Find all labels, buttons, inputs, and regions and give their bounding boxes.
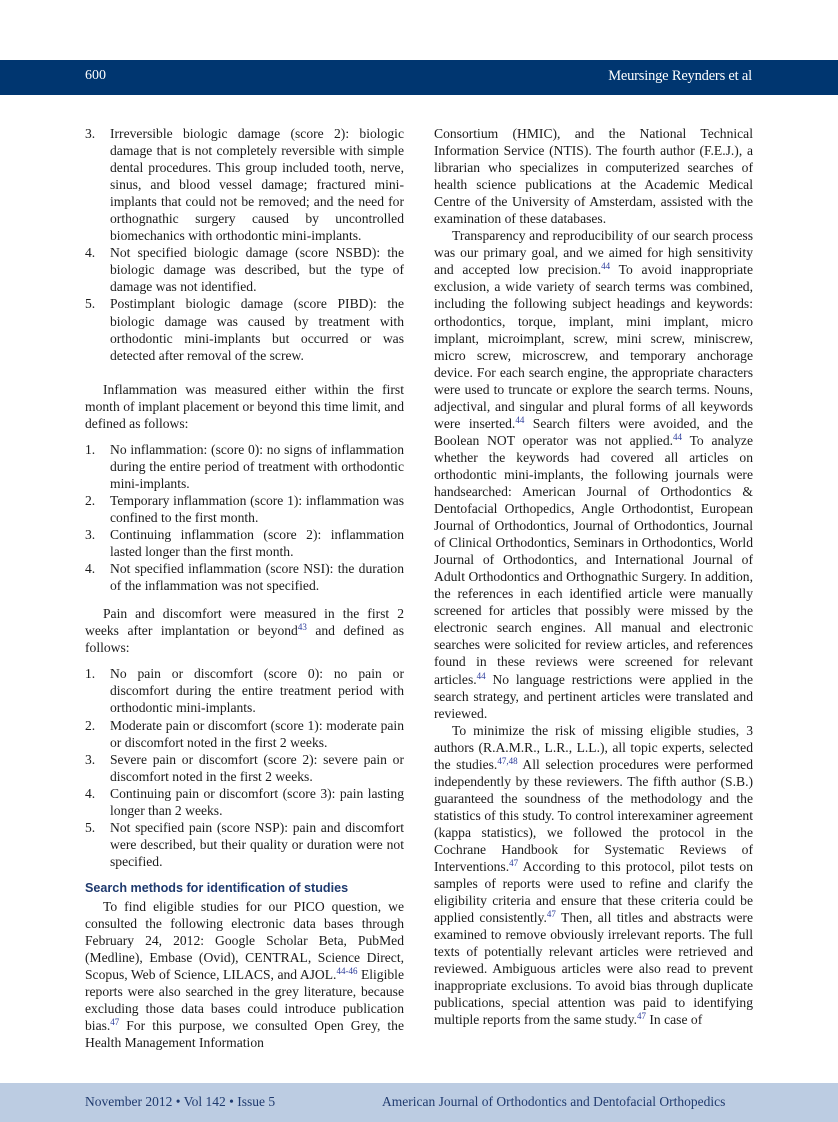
- citation-link[interactable]: 47: [546, 909, 556, 920]
- inflammation-list: [85, 441, 404, 594]
- list-item: 2. Moderate pain or discomfort (score 1): moderate pain or discomfort noted in the first 2 weeks.: [85, 717, 404, 750]
- right-column: [434, 125, 753, 1028]
- inflammation-intro: Inflammation was measured either within the first month of implant placement or beyond this time limit, and defined as follows:: [85, 381, 404, 431]
- search-strategy-paragraph: Transparency and reproducibility of our search process was our primary goal, and we aimed for high sensitivity and accepted low precision.$^{44}$ To avoid inappropriate exclusion, a wide variety of search terms was combined, including the following subject headings and keywords: orthodontics, torque, implant, mini implant, micro implant, microimplant, screw, mini screw, miniscrew, micro screw, microscrew, and temporary anchorage device. For each search engine, the appropriate characters were used to truncate or explore the search terms. Nouns, adjectival, and singular and plural forms of all keywords were inserted.$^{44}$ Search filters were avoided, and the Boolean NOT operator was not applied.$^{44}$ To analyze whether the keywords had covered all articles on orthodontic mini-implants, the following journals were handsearched: American Journal of Orthodontics & Dentofacial Orthopedics, Angle Orthodontist, European Journal of Orthodontics, Journal of Orthodontics, Journal of Clinical Orthodontics, Seminars in Orthodontics, World Journal of Orthodontics, and International Journal of Adult Orthodontics and Orthognathic Surgery. In addition, the references in each identified article were manually screened for articles that possibly were missed by the electronic search engines. All manual and electronic searches were solicited for review articles, and references found in these reviews were screened for relevant articles.$^{44}$ No language restrictions were applied in the search strategy, and pertinent articles were translated and reviewed.: [434, 228, 753, 721]
- biologic-damage-list: [85, 125, 404, 364]
- paragraph-continued: Consortium (HMIC), and the National Technical Information Service (NTIS). The fourth author (F.E.J.), a librarian who specializes in computerized searches of health science publications at the Academic Medical Centre of the University of Amsterdam, assisted with the examination of these databases.: [434, 126, 753, 227]
- citation-link[interactable]: 47: [110, 1017, 120, 1028]
- citation-link[interactable]: 44: [515, 414, 525, 425]
- citation-link[interactable]: 43: [297, 622, 307, 633]
- running-head-authors: Meursinge Reynders et al: [608, 68, 752, 84]
- list-item: 3. Continuing inflammation (score 2): inflammation lasted longer than the first month.: [85, 527, 404, 560]
- citation-link[interactable]: 44: [476, 670, 486, 681]
- citation-link[interactable]: 47: [636, 1011, 646, 1022]
- citation-link[interactable]: 47,48: [497, 755, 518, 766]
- list-item: 4. Continuing pain or discomfort (score 3): pain lasting longer than 2 weeks.: [85, 785, 404, 818]
- journal-name: American Journal of Orthodontics and Dentofacial Orthopedics: [382, 1094, 726, 1109]
- list-item: 3. Irreversible biologic damage (score 2): biologic damage that is not completely reversible with simple dental procedures. This group included tooth, nerve, sinus, and blood vessel damage; fractured mini-implants that could not be removed; and the need for orthognathic surgery caused by uncontrolled biomechanics with orthodontic mini-implants.: [85, 126, 404, 244]
- list-item: 5. Not specified pain (score NSP): pain and discomfort were described, but their quality or duration were not specified.: [85, 819, 404, 869]
- pain-list: [85, 665, 404, 870]
- citation-link[interactable]: 44: [601, 261, 611, 272]
- citation-link[interactable]: 44: [673, 431, 683, 442]
- left-column: [85, 125, 404, 1051]
- list-item: 5. Postimplant biologic damage (score PIBD): the biologic damage was caused by treatment with orthodontic mini-implants but occurred or was detected after removal of the screw.: [85, 296, 404, 363]
- page-number: 600: [85, 68, 106, 83]
- list-item: 2. Temporary inflammation (score 1): inflammation was confined to the first month.: [85, 492, 404, 525]
- issue-info: November 2012 • Vol 142 • Issue 5: [85, 1094, 276, 1109]
- pain-intro: Pain and discomfort were measured in the first 2 weeks after implantation or beyond$^{43}$ and defined as follows:: [85, 606, 404, 656]
- search-methods-paragraph: To find eligible studies for our PICO question, we consulted the following electronic data bases through February 24, 2012: Google Scholar Beta, PubMed (Medline), Embase (Ovid), CENTRAL, Science Direct, Scopus, Web of Science, LILACS, and AJOL.$^{44-46}$ Eligible reports were also searched in the grey literature, because excluding those data bases could introduce publication bias.$^{47}$ For this purpose, we consulted Open Grey, the Health Management Information: [85, 898, 404, 1051]
- running-header: [0, 60, 838, 95]
- section-heading: Search methods for identification of studies: [85, 880, 349, 895]
- list-item: 3. Severe pain or discomfort (score 2): severe pain or discomfort noted in the first 2 weeks.: [85, 751, 404, 784]
- citation-link[interactable]: 44-46: [336, 966, 358, 977]
- study-selection-paragraph: To minimize the risk of missing eligible studies, 3 authors (R.A.M.R., L.R., L.L.), all topic experts, selected the studies.$^{47,48}$ All selection procedures were performed independently by these reviewers. The fifth author (S.B.) guaranteed the soundness of the methodology and the statistics of this study. To control interexaminer agreement (kappa statistics), we followed the protocol in the Cochrane Handbook for Systematic Reviews of Interventions.$^{47}$ According to this protocol, pilot tests on samples of reports were used to refine and clarify the eligibility criteria and ensure that these criteria could be applied consistently.$^{47}$ Then, all titles and abstracts were examined to remove obviously irrelevant reports. The full texts of potentially relevant articles were retrieved and reviewed. Ambiguous articles were also read to prevent inappropriate exclusions. To avoid bias through duplicate publications, special attention was paid to identifying multiple reports from the same study.$^{47}$ In case of: [434, 722, 753, 1028]
- list-item: 4. Not specified biologic damage (score NSBD): the biologic damage was described, but the type of damage was not identified.: [85, 245, 404, 295]
- list-item: 1. No pain or discomfort (score 0): no pain or discomfort during the entire treatment period with orthodontic mini-implants.: [85, 666, 404, 716]
- list-item: 4. Not specified inflammation (score NSI): the duration of the inflammation was not specified.: [85, 561, 404, 594]
- citation-link[interactable]: 47: [509, 858, 519, 869]
- list-item: 1. No inflammation: (score 0): no signs of inflammation during the entire period of treatment with orthodontic mini-implants.: [85, 441, 404, 491]
- journal-footer: [0, 1083, 838, 1122]
